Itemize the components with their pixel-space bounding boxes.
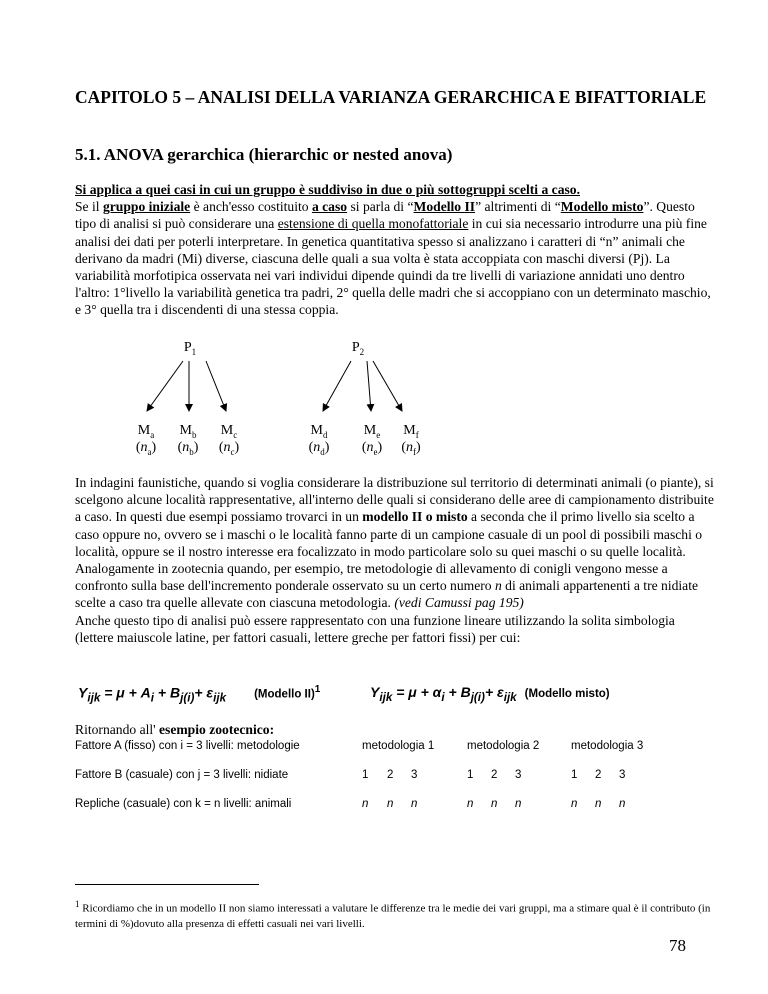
father-node: $P_2$: [351, 340, 365, 357]
table-row: [0, 740, 768, 758]
table-cell: n: [467, 798, 474, 810]
table-cell: 3: [619, 769, 626, 781]
table-cell: 3: [515, 769, 522, 781]
mother-node: $M_c$ $(n_c)$: [218, 423, 240, 457]
arrow-p1-mc: [206, 361, 226, 411]
table-cell: metodologia 1: [362, 740, 435, 752]
table-cell: n: [595, 798, 602, 810]
intro-text: in cui sia necessario introdurre una più fine analisi dei dati per poterli interpretare. In genetica quantitativa spesso si analizzano i caratteri di “n” animali che derivano da madri (Mi) diverse, ciascuna delle quali a sua volta è stata accoppiata con maschi diversi (Pj). La variabilità morfotipica osservata nei vari individui dipende quindi da tre livelli di variazione annidati uno dentro l'altro: 1°livello la variabilità genetica tra padri, 2° quella delle madri che si accoppiano con un determinato maschio, e 3° quella tra i discendenti di una stessa coppia.: [75, 216, 711, 318]
footnote: $^1$ Ricordiamo che in un modello II non siamo interessati a valutare le differenze tra le medie dei vari gruppi, ma a stimare qual è il contributo (in termini di %)dovuto alla presenza di effetti casuali nei vari livelli.: [75, 899, 711, 930]
table-cell: 2: [491, 769, 498, 781]
para-text: a seconda che il primo livello sia scelto a caso oppure no, ovvero se i maschi o le località fanno parte di un campione casuale di un pool di possibili maschi o località, oppure se il nostro interesse era focalizzato in modo particolare solo su quei maschi o su quelle località. Analogamente in zootecnia quando, per esempio, tre metodologie di allevamento di conigli vengono messe a confronto sulla base dell'incremento ponderale osservato su un certo numero: [75, 509, 703, 594]
faunistic-paragraph: [75, 474, 715, 646]
intro-text: Se il: [75, 199, 103, 215]
mother-node: $M_a$ $(n_a)$: [135, 423, 157, 457]
table-cell: 1: [467, 769, 474, 781]
intro-lead: Si applica a quei casi in cui un gruppo è suddiviso in due o più sottogruppi scelti a caso.: [75, 182, 580, 197]
table-cell: n: [515, 798, 522, 810]
page-number: 78: [669, 936, 686, 955]
reference-note: (vedi Camussi pag 195): [394, 595, 524, 611]
chapter-title: CAPITOLO 5 – ANALISI DELLA VARIANZA GERARCHICA E BIFATTORIALE: [75, 87, 707, 107]
intro-underline: gruppo iniziale: [102, 199, 191, 215]
formula-mixed-model: $Y_{ijk} = \mu + \alpha_i + B_{j(i)}+ \varepsilon_{ijk}$ (Modello misto): [370, 684, 610, 704]
mother-node: $M_f$ $(n_f)$: [401, 423, 421, 457]
mother-node: $M_e$ $(n_e)$: [361, 423, 383, 457]
intro-underline: Modello II: [413, 199, 476, 215]
table-row: [0, 769, 768, 787]
arrow-p2-me: [367, 361, 371, 411]
arrow-p2-md: [323, 361, 351, 411]
example-heading: Ritornando all' esempio zootecnico:: [75, 722, 275, 737]
row-label: Repliche (casuale) con k = n livelli: animali: [75, 798, 292, 810]
intro-text: si parla di “: [347, 199, 414, 215]
arrow-p1-ma: [147, 361, 183, 411]
intro-text: è anch'esso costituito: [190, 199, 312, 215]
row-label: Fattore A (fisso) con i = 3 livelli: metodologie: [75, 740, 300, 752]
table-cell: 1: [571, 769, 578, 781]
mother-node: $M_d$ $(n_d)$: [308, 423, 330, 457]
table-cell: 1: [362, 769, 369, 781]
linear-model-paragraph: Anche questo tipo di analisi può essere rappresentato con una funzione lineare utilizzando la solita simbologia (lettere maiuscole latine, per fattori casuali, lettere greche per fattori fissi) per cui:: [75, 612, 675, 645]
footnote-ref: 1: [314, 684, 321, 695]
row-label: Fattore B (casuale) con j = 3 livelli: nidiate: [75, 769, 289, 781]
intro-text: ” altrimenti di “: [475, 199, 561, 215]
table-cell: 2: [387, 769, 394, 781]
para-text: di animali appartenenti a tre nidiate scelte a caso tra quelle allevate con ciascuna metodologia.: [75, 578, 699, 611]
table-cell: n: [362, 798, 369, 810]
table-cell: metodologia 2: [467, 740, 540, 752]
table-cell: n: [491, 798, 498, 810]
para-bold: modello II o misto: [362, 509, 468, 525]
table-cell: 2: [595, 769, 602, 781]
section-title: 5.1. ANOVA gerarchica (hierarchic or nested anova): [75, 145, 453, 164]
para-italic: n: [494, 578, 502, 594]
table-cell: 3: [411, 769, 418, 781]
footnote-separator: [75, 884, 259, 885]
table-cell: n: [411, 798, 418, 810]
arrow-p2-mf: [373, 361, 402, 411]
para-text: In indagini faunistiche, quando si voglia considerare la distribuzione sul territorio di determinati animali (o piante), si scelgono alcune località rappresentative, all'interno delle quali si considerano delle aree di campionamento distribuite a caso. In questi due esempi possiamo trovarci in un: [75, 475, 714, 525]
intro-underline: a caso: [311, 199, 348, 215]
intro-underline: estensione di quella monofattoriale: [277, 216, 469, 232]
intro-underline: Modello misto: [560, 199, 644, 215]
table-cell: n: [619, 798, 626, 810]
mother-node: $M_b$ $(n_b)$: [177, 423, 199, 457]
table-cell: n: [571, 798, 578, 810]
table-row: [0, 798, 768, 816]
father-node: $P_1$: [183, 340, 197, 357]
table-cell: n: [387, 798, 394, 810]
formula-model-ii: $Y_{ijk} = \mu + A_i + B_{j(i)}+ \varepsilon_{ijk}$ (Modello II)$^1$: [78, 684, 321, 705]
intro-text: ”. Questo tipo di analisi si può considerare una: [75, 199, 695, 232]
table-cell: metodologia 3: [571, 740, 644, 752]
